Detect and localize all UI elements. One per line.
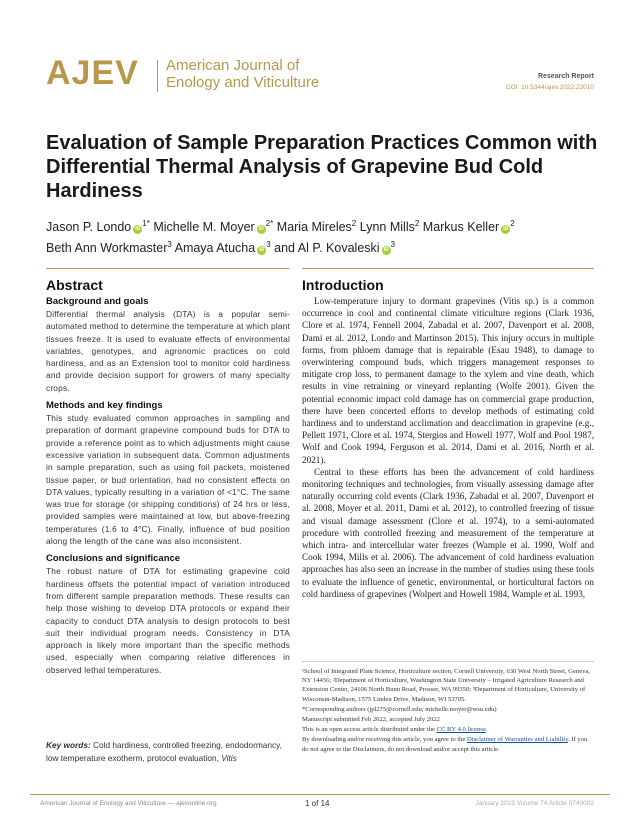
author-name[interactable]: Jason P. Londo	[46, 220, 132, 235]
author-name[interactable]: Al P. Kovaleski	[297, 241, 380, 256]
introduction-paragraph: Low-temperature injury to dormant grapevines (Vitis sp.) is a common occurrence in cool and continental climate viticulture regions (Clark 1936, Clore et al. 1974, Fennell 2004, Zabadal et al. 2007, Davenport et al. 2008, Dami et al. 2012, Londo and Martinson 2015). This injury occurs in multiple forms, from phloem damage that is repairable (Esau 1948), to damage to overwintering compound buds, which triggers management responses to mitigate crop loss, to permanent damage to the xylem and vine death, which results in vine retraining or vineyard replanting (Wolfe 2001). Given the potential economic impact cold damage has on commercial grape production, there have been concerted efforts to develop methods of estimating cold hardiness and to understand acclimation and deacclimation in grapevine (e.g., Pellett 1971, Clore et al. 1974, Stergios and Howell 1977, Wolf and Pool 1987, Wolf and Cook 1994, Ferguson et al. 2014, Dami et al. 2016, North et al. 2021).	[302, 296, 594, 465]
article-title: Evaluation of Sample Preparation Practices Common with Differential Thermal Analysis of Grapevine Bud Cold Hardiness	[46, 132, 598, 202]
logo-divider	[157, 60, 158, 92]
orcid-icon[interactable]: iD	[503, 226, 509, 233]
license-link[interactable]: CC BY 4.0 license	[436, 726, 486, 734]
orcid-icon[interactable]: iD	[383, 247, 389, 254]
page-number: 1 of 14	[305, 799, 330, 808]
footnotes	[302, 667, 594, 755]
footnote-license	[302, 725, 594, 734]
author-affiliation: 3	[167, 240, 172, 250]
author-affiliation: 3	[266, 240, 271, 250]
footnote-submitted: Manuscript submitted Feb 2022, accepted July 2022	[302, 716, 440, 724]
footnote-affiliations: ¹School of Integrated Plant Science, Horticulture section, Cornell University, 630 West North Street, Geneva, NY 14456; ²Department of Horticulture, Washington State University – Irrigated Agriculture Research and Extension Center, 24106 North Bunn Road, Prosser, WA 99350; ³Department of Horticulture, University of Wisconsin-Madison, 1575 Linden Drive, Madison, WI 53705.	[302, 668, 591, 703]
disclaimer-suffix: . If you do not agree to the Disclaimers, do not download and/or accept this article.	[302, 736, 588, 753]
orcid-icon[interactable]: iD	[258, 226, 264, 233]
author-name[interactable]: Beth Ann Workmaster	[46, 241, 168, 256]
author-name[interactable]: Maria Mireles	[276, 220, 352, 235]
orcid-icon[interactable]: iD	[259, 247, 265, 254]
orcid-icon[interactable]: iD	[135, 226, 141, 233]
keywords-label: Key words:	[46, 740, 91, 750]
author-name[interactable]: Amaya Atucha	[174, 241, 256, 256]
footer-divider	[30, 794, 610, 795]
author-affiliation: 2	[510, 219, 515, 228]
abstract-heading: Abstract	[46, 277, 103, 293]
abstract-subheading: Conclusions and significance	[46, 553, 181, 565]
keywords	[46, 739, 290, 764]
disclaimer-prefix: By downloading and/or receiving this article, you agree to the	[302, 736, 467, 744]
journal-name-line1: American Journal of	[166, 57, 300, 74]
abstract-paragraph: This study evaluated common approaches in sampling and preparation of dormant grapevine compound buds for DTA to provide a reference point as to which adjustments might cause excessive variation in subsequent data. Common adjustments in sample preparation, such as using foil packets, moistened tissue paper, or bud orientation, had no consistent effects on DTA values, typically resulting in a variation of <1°C. The same was true for storage (or shipping conditions) of 24 hrs or less, provided samples were maintained at low, but above-freezing temperatures (1.6 to 4°C). Finally, influence of bud position along the length of the cane was also inconsistent.	[46, 413, 290, 547]
keywords-text: Cold hardiness, controlled freezing, endodormancy, low temperature exotherm, protocol evaluation,	[46, 740, 282, 763]
author-name[interactable]: Lynn Mills	[359, 220, 415, 235]
footer-journal[interactable]: American Journal of Enology and Viticulture — ajevonline.org	[40, 800, 217, 807]
footer-issue-info: January 2023 Volume 74 Article 0740002	[475, 800, 594, 807]
introduction-section	[302, 277, 594, 600]
author-affiliation: 2	[414, 219, 420, 228]
abstract-subheading: Background and goals	[46, 296, 149, 307]
introduction-paragraph: Central to these efforts has been the advancement of cold hardiness monitoring techniques and technologies, from visually assessing damage after naturally occurring cold events (Clark 1936, Zabadal et al. 2007, Davenport et al. 2008, Moyer et al. 2011, Dami et al. 2012), to controlled freezing of tissue and visual damage assessment (Clore et al. 1974), to a semi-automated procedure with controlled freezing and measurement of the temperature at which intra- and intercellular water freezes (Wample et al. 1990, Wolf and Cook 1994, Mills et al. 2006). The advancement of cold hardiness evaluation approaches has also seen an increase in the number of studies using these tools to evaluate the influence of genetic, environmental, or horticultural factors on cold hardiness of grapevines (Wolpert and Howell 1984, Wample et al. 1993,	[302, 466, 594, 599]
doi-link[interactable]: DOI: 10.5344/ajev.2022.22010	[505, 84, 594, 91]
abstract-paragraph: Differential thermal analysis (DTA) is a popular semi-automated method to determine the temperature at which plant tissues freeze. It is used to evaluate effects of environmental variables, genotypes, and agronomic practices on cold hardiness, and as an Extension tool to monitor cold hardiness and provide decision support for growers of many specialty crops.	[46, 309, 290, 393]
report-type: Research Report	[537, 73, 594, 80]
author-name[interactable]: Michelle M. Moyer	[153, 220, 255, 235]
author-name[interactable]: Markus Keller	[422, 220, 500, 235]
journal-name-line2: Enology and Viticulture	[166, 74, 320, 91]
license-suffix: .	[485, 726, 488, 734]
footnote-corresponding: *Corresponding authors (jpl275@cornell.edu; michelle.moyer@wsu.edu)	[302, 705, 497, 713]
author-affiliation: 2*	[265, 219, 274, 228]
author-list: Jason P. Londo $iD^{1*}$ Michelle M. Moyer $iD^{2*}$ Maria Mireles$^2$ Lynn Mills$^2$ Markus Keller $iD^2$ Beth Ann Workmaster$^3$ Amaya Atucha $iD^3$ and Al P. Kovaleski $iD^3$	[46, 219, 515, 256]
license-prefix: This is an open access article distributed under the	[302, 726, 437, 734]
abstract-paragraph: The robust nature of DTA for estimating grapevine cold hardiness offsets the potential impact of variation introduced from different sample preparation methods. These results can help those wishing to develop DTA protocols or expand their capacity to conduct DTA analysis to design protocols to best suit their individual program needs. Consistency in DTA approach is likely more important than the specific methods used, especially when comparing relative differences in observed lethal temperatures.	[46, 566, 290, 675]
journal-logo: AJEV	[46, 54, 139, 92]
abstract-section	[46, 277, 290, 682]
footnote-divider	[302, 661, 594, 662]
author-affiliation: 2	[351, 219, 357, 228]
abstract-subheading: Methods and key findings	[46, 400, 163, 412]
keywords-italic: Vitis	[221, 752, 237, 763]
author-affiliation: 1*	[142, 219, 150, 228]
introduction-heading: Introduction	[302, 277, 384, 293]
author-affiliation: 3	[390, 240, 396, 250]
introduction-divider	[302, 268, 594, 269]
abstract-divider	[46, 268, 289, 269]
disclaimer-link[interactable]: Disclaimer of Warranties and Liability	[466, 736, 569, 744]
footnote-disclaimer	[302, 735, 594, 753]
journal-name	[166, 57, 319, 91]
